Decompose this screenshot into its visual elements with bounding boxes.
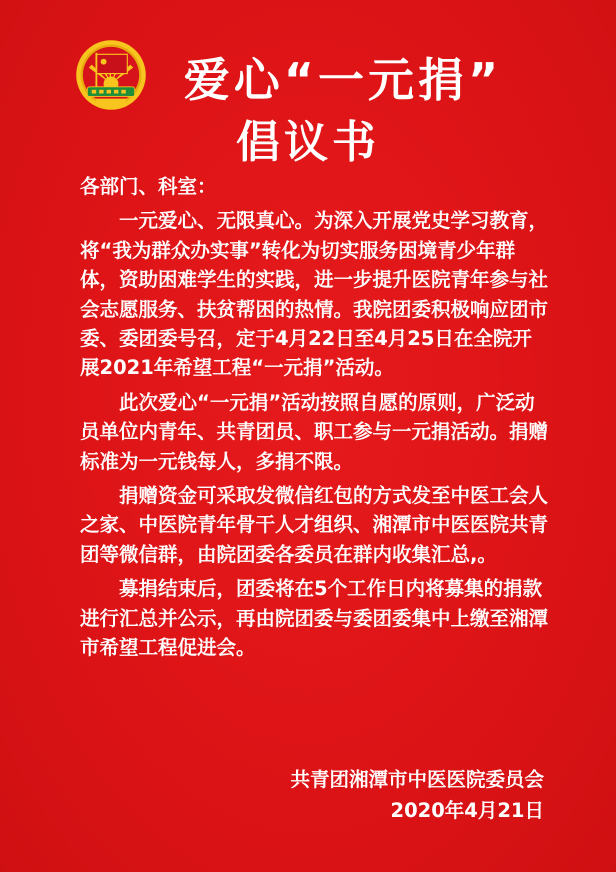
paragraph-4: 募捐结束后，团委将在5个工作日内将募集的捐款进行汇总并公示，再由院团委与委团委集中上缴至湘潭市希望工程促进会。 bbox=[80, 577, 549, 660]
title-line-2: 倡议书 bbox=[236, 117, 380, 168]
signature-date: 2020年4月21日 bbox=[390, 799, 544, 822]
paragraph-1: 一元爱心、无限真心。为深入开展党史学习教育，将“我为群众办实事”转化为切实服务困境青少年群体，资助困难学生的实践，进一步提升医院青年参与社会志愿服务、扶贫帮困的热情。我院团委积极响应团市委、委团委号召，定于4月22日至4月25日在全院开展2021年希望工程“一元捐”活动。 bbox=[80, 209, 549, 380]
paragraph-3: 捐赠资金可采取发微信红包的方式发至中医工会人之家、中医院青年骨干人才组织、湘潭市中医医院共青团等微信群，由院团委各委员在群内收集汇总,。 bbox=[80, 484, 549, 566]
title-line-1: 爱心“一元捐” bbox=[183, 53, 503, 107]
signature-organization: 共青团湘潭市中医医院委员会 bbox=[290, 768, 544, 791]
letter-body bbox=[80, 172, 550, 663]
paragraph-2: 此次爱心“一元捐”活动按照自愿的原则，广泛动员单位内青年、共青团员、职工参与一元捐活动。捐赠标准为一元钱每人，多捐不限。 bbox=[80, 390, 549, 473]
salutation: 各部门、科室： bbox=[80, 175, 217, 198]
